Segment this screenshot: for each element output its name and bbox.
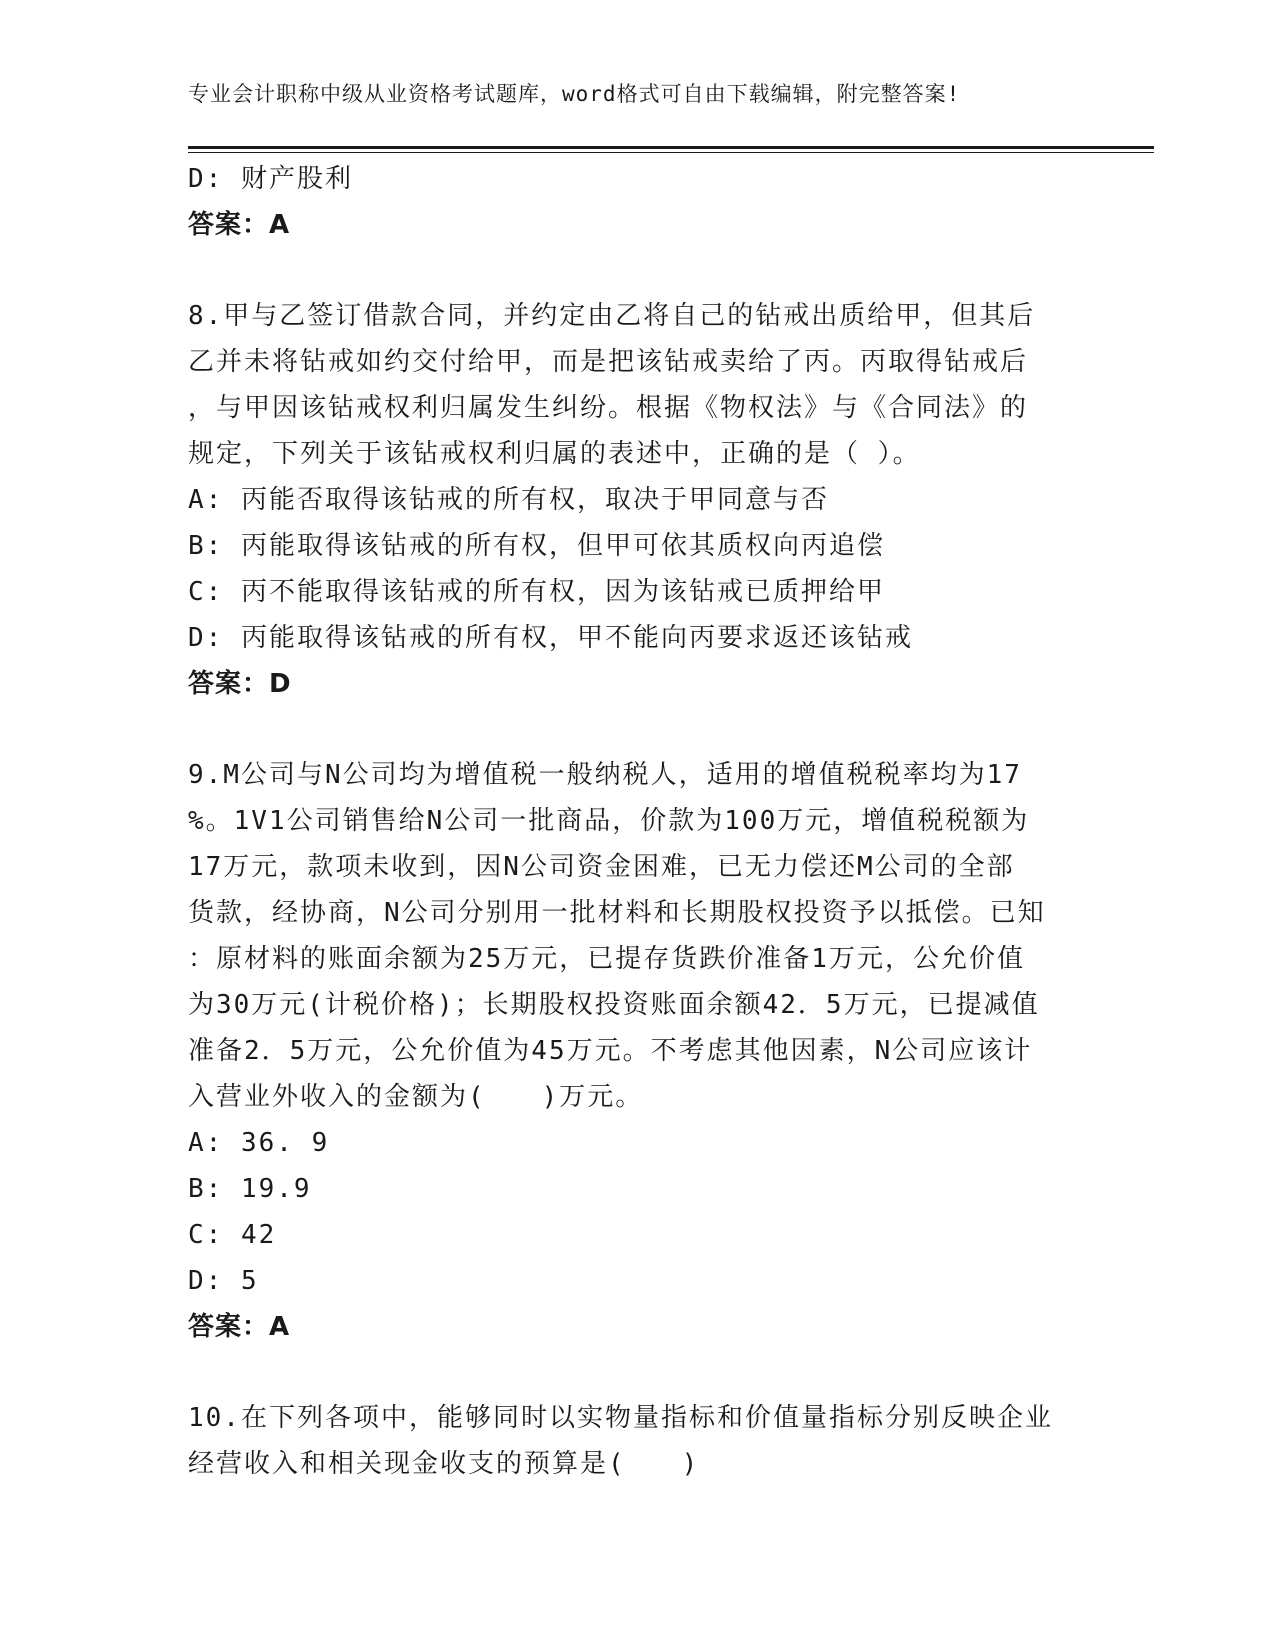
question-content xyxy=(188,156,1088,1487)
spacer xyxy=(188,248,1088,293)
option-d: D: 5 xyxy=(188,1266,259,1296)
question-stem-line: 为30万元(计税价格)；长期股权投资账面余额42．5万元，已提减值 xyxy=(188,990,1040,1020)
question-stem-line: ，与甲因该钻戒权利归属发生纠纷。根据《物权法》与《合同法》的 xyxy=(188,393,1029,423)
option-b: B: 19.9 xyxy=(188,1174,312,1204)
option-d: D: 丙能取得该钻戒的所有权，甲不能向丙要求返还该钻戒 xyxy=(188,623,913,653)
question-stem-line: 货款，经协商，N公司分别用一批材料和长期股权投资予以抵偿。已知 xyxy=(188,898,1046,928)
option-c: C: 丙不能取得该钻戒的所有权，因为该钻戒已质押给甲 xyxy=(188,577,885,607)
question-stem-line: 入营业外收入的金额为( )万元。 xyxy=(188,1082,644,1112)
question-stem-line: 9.M公司与N公司均为增值税一般纳税人，适用的增值税税率均为17 xyxy=(188,760,1022,790)
option-d: D: 财产股利 xyxy=(188,164,353,194)
answer: 答案：A xyxy=(188,1312,291,1342)
question-stem-line: 准备2．5万元，公允价值为45万元。不考虑其他因素，N公司应该计 xyxy=(188,1036,1033,1066)
option-b: B: 丙能取得该钻戒的所有权，但甲可依其质权向丙追偿 xyxy=(188,531,885,561)
question-stem-line: 经营收入和相关现金收支的预算是( ) xyxy=(188,1449,700,1479)
answer: 答案：A xyxy=(188,210,291,240)
spacer xyxy=(188,1350,1088,1395)
question-stem-line: 8.甲与乙签订借款合同，并约定由乙将自己的钻戒出质给甲，但其后 xyxy=(188,301,1036,331)
question-stem-line: 规定，下列关于该钻戒权利归属的表述中，正确的是（ ）。 xyxy=(188,439,921,469)
spacer xyxy=(188,707,1088,752)
option-c: C: 42 xyxy=(188,1220,277,1250)
header-rule xyxy=(188,146,1154,149)
question-stem-line: 乙并未将钻戒如约交付给甲，而是把该钻戒卖给了丙。丙取得钻戒后 xyxy=(188,347,1029,377)
question-stem-line: 17万元，款项未收到，因N公司资金困难，已无力偿还M公司的全部 xyxy=(188,852,1015,882)
header-rule-thin xyxy=(188,152,1154,153)
answer: 答案：D xyxy=(188,669,292,699)
question-stem-line: %。1V1公司销售给N公司一批商品，价款为100万元，增值税税额为 xyxy=(188,806,1030,836)
option-a: A: 36. 9 xyxy=(188,1128,330,1158)
page-header: 专业会计职称中级从业资格考试题库，word格式可自由下载编辑，附完整答案! xyxy=(188,82,961,106)
question-stem-line: 10.在下列各项中，能够同时以实物量指标和价值量指标分别反映企业 xyxy=(188,1403,1053,1433)
option-a: A: 丙能否取得该钻戒的所有权，取决于甲同意与否 xyxy=(188,485,829,515)
question-stem-line: ：原材料的账面余额为25万元，已提存货跌价准备1万元，公允价值 xyxy=(188,944,1025,974)
